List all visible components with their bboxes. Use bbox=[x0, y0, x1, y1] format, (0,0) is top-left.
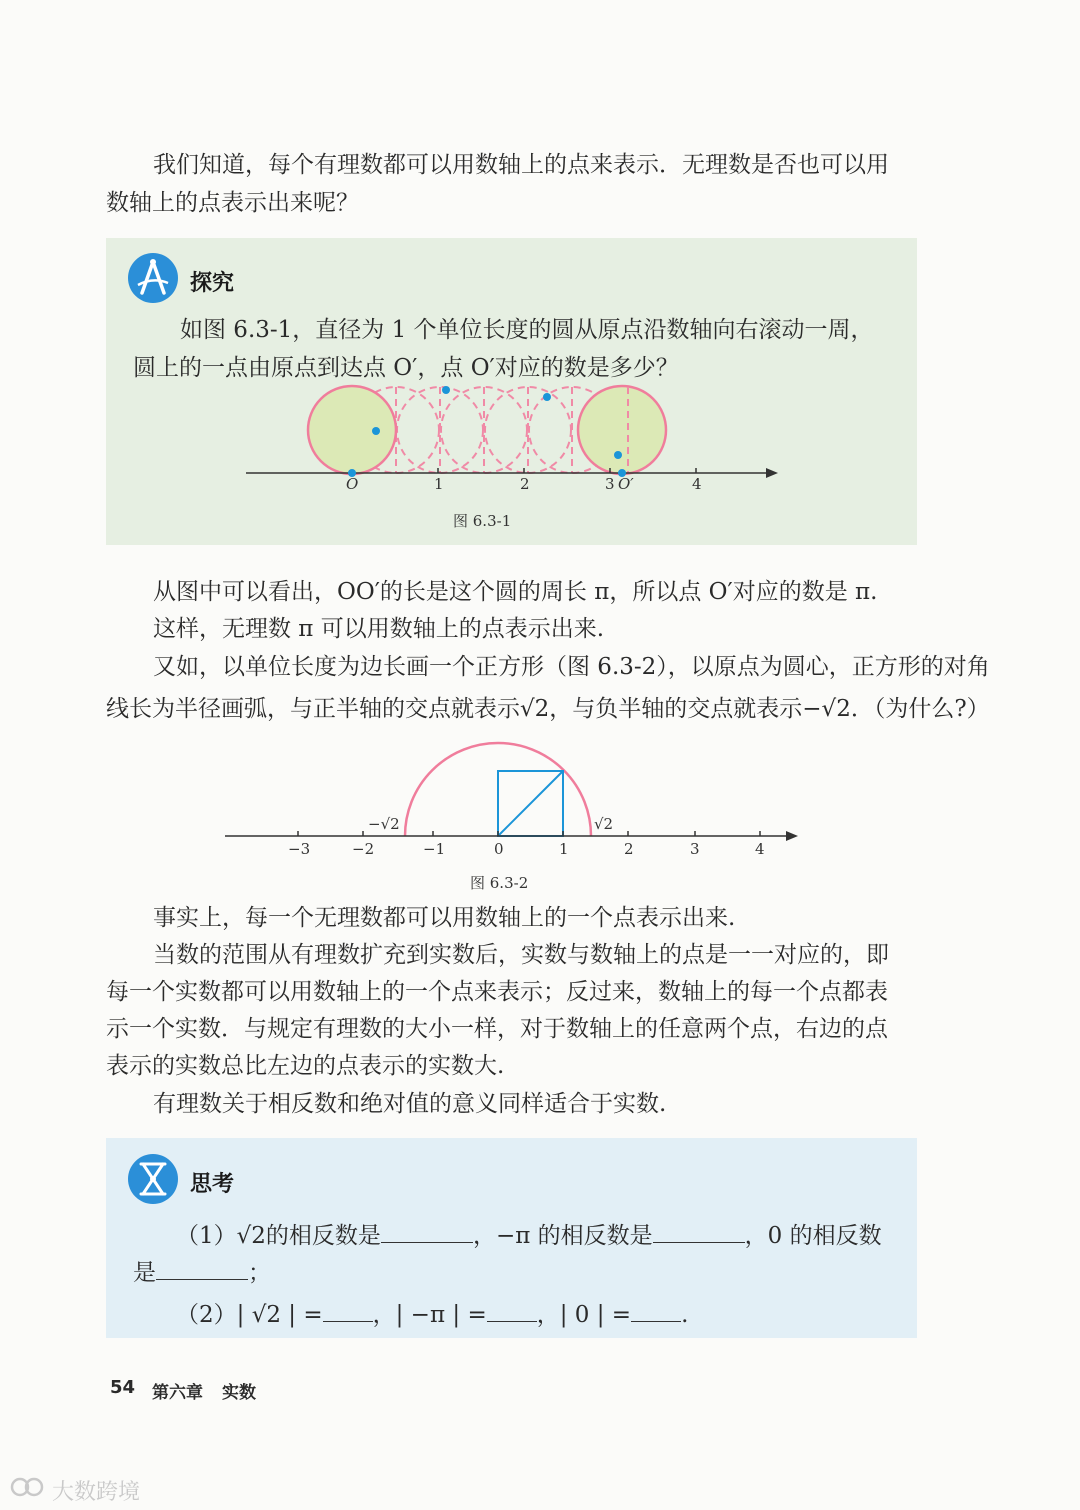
fig1-label-1: 1 bbox=[434, 475, 444, 493]
body2-line-3: 每一个实数都可以用数轴上的一个点来表示；反过来，数轴上的每一个点都表 bbox=[106, 979, 888, 1005]
watermark-text: 大数跨境 bbox=[52, 1480, 141, 1505]
answer-blank-3[interactable] bbox=[156, 1259, 248, 1280]
fig1-label-3: 3 bbox=[605, 475, 615, 493]
think-q2-part-b: ，| −π | = bbox=[372, 1302, 487, 1328]
answer-blank-5[interactable] bbox=[487, 1301, 537, 1322]
body2-line-5: 表示的实数总比左边的点表示的实数大. bbox=[106, 1053, 505, 1079]
think-q2-part-a: （2）| √2 | = bbox=[176, 1302, 323, 1328]
fig2-tick-3: 3 bbox=[690, 840, 700, 858]
fig2-tick-2: 2 bbox=[624, 840, 634, 858]
answer-blank-4[interactable] bbox=[323, 1301, 373, 1322]
body1-line-2: 这样，无理数 π 可以用数轴上的点表示出来. bbox=[153, 616, 605, 642]
think-title: 思考 bbox=[190, 1172, 235, 1197]
fig2-tick-neg1: −1 bbox=[423, 840, 446, 858]
watermark-logo-icon bbox=[10, 1474, 48, 1500]
chapter-label: 第六章 bbox=[152, 1383, 203, 1403]
think-q1 bbox=[176, 1217, 882, 1250]
think-q2 bbox=[176, 1296, 688, 1329]
fig2-tick-4: 4 bbox=[755, 840, 765, 858]
chapter-title: 实数 bbox=[222, 1383, 256, 1403]
fig1-label-4: 4 bbox=[692, 475, 702, 493]
explore-box bbox=[106, 238, 917, 545]
fig1-label-2: 2 bbox=[520, 475, 530, 493]
think-box bbox=[106, 1138, 917, 1338]
page-number: 54 bbox=[110, 1377, 136, 1398]
answer-blank-6[interactable] bbox=[631, 1301, 681, 1322]
rolling-circle-figure bbox=[106, 378, 917, 498]
think-q1-part-c: ，0 的相反数 bbox=[744, 1223, 882, 1249]
fig1-label-o-prime: O′ bbox=[618, 475, 634, 493]
explore-title: 探究 bbox=[190, 271, 235, 296]
explore-line-2: 圆上的一点由原点到达点 O′，点 O′对应的数是多少？ bbox=[133, 355, 679, 381]
body2-line-4: 示一个实数．与规定有理数的大小一样，对于数轴上的任意两个点，右边的点 bbox=[106, 1016, 888, 1042]
intro-line-2: 数轴上的点表示出来呢？ bbox=[106, 190, 359, 216]
fig2-tick-1: 1 bbox=[559, 840, 569, 858]
body2-line-2: 当数的范围从有理数扩充到实数后，实数与数轴上的点是一一对应的，即 bbox=[153, 942, 889, 968]
compass-icon bbox=[128, 253, 178, 303]
think-q1-end: ； bbox=[248, 1260, 271, 1286]
fig2-pos-root-label: √2 bbox=[594, 815, 614, 833]
start-circle bbox=[308, 386, 396, 474]
body2-line-1: 事实上，每一个无理数都可以用数轴上的一个点表示出来. bbox=[153, 905, 736, 931]
body1-line-1: 从图中可以看出，OO′的长是这个圆的周长 π，所以点 O′对应的数是 π. bbox=[153, 579, 878, 605]
think-q2-part-c: ，| 0 | = bbox=[536, 1302, 632, 1328]
fig2-tick-neg2: −2 bbox=[352, 840, 375, 858]
think-q1-part-d: 是 bbox=[133, 1260, 156, 1286]
body1-line-4: 线长为半径画弧，与正半轴的交点就表示√2，与负半轴的交点就表示−√2．（为什么?） bbox=[106, 696, 990, 722]
explore-line-1: 如图 6.3-1，直径为 1 个单位长度的圆从原点沿数轴向右滚动一周， bbox=[180, 317, 874, 343]
intro-line-1: 我们知道，每个有理数都可以用数轴上的点来表示．无理数是否也可以用 bbox=[153, 152, 889, 178]
hourglass-icon bbox=[128, 1154, 178, 1204]
figure-2-caption: 图 6.3-2 bbox=[470, 874, 529, 892]
fig2-tick-neg3: −3 bbox=[288, 840, 311, 858]
body2-line-6: 有理数关于相反数和绝对值的意义同样适合于实数. bbox=[153, 1091, 667, 1117]
figure-1-caption: 图 6.3-1 bbox=[453, 512, 512, 530]
body1-line-3: 又如，以单位长度为边长画一个正方形（图 6.3-2），以原点为圆心，正方形的对角 bbox=[153, 654, 990, 680]
fig2-neg-root-label: −√2 bbox=[368, 815, 400, 833]
think-q1-cont bbox=[133, 1254, 271, 1287]
think-q1-part-b: ，−π 的相反数是 bbox=[472, 1223, 653, 1249]
answer-blank-1[interactable] bbox=[381, 1222, 473, 1243]
end-circle bbox=[578, 386, 666, 474]
think-q1-part-a: （1）√2的相反数是 bbox=[176, 1223, 381, 1249]
answer-blank-2[interactable] bbox=[653, 1222, 745, 1243]
think-q2-end: . bbox=[681, 1302, 689, 1328]
fig1-label-origin: O bbox=[346, 475, 359, 493]
fig2-tick-0: 0 bbox=[494, 840, 504, 858]
